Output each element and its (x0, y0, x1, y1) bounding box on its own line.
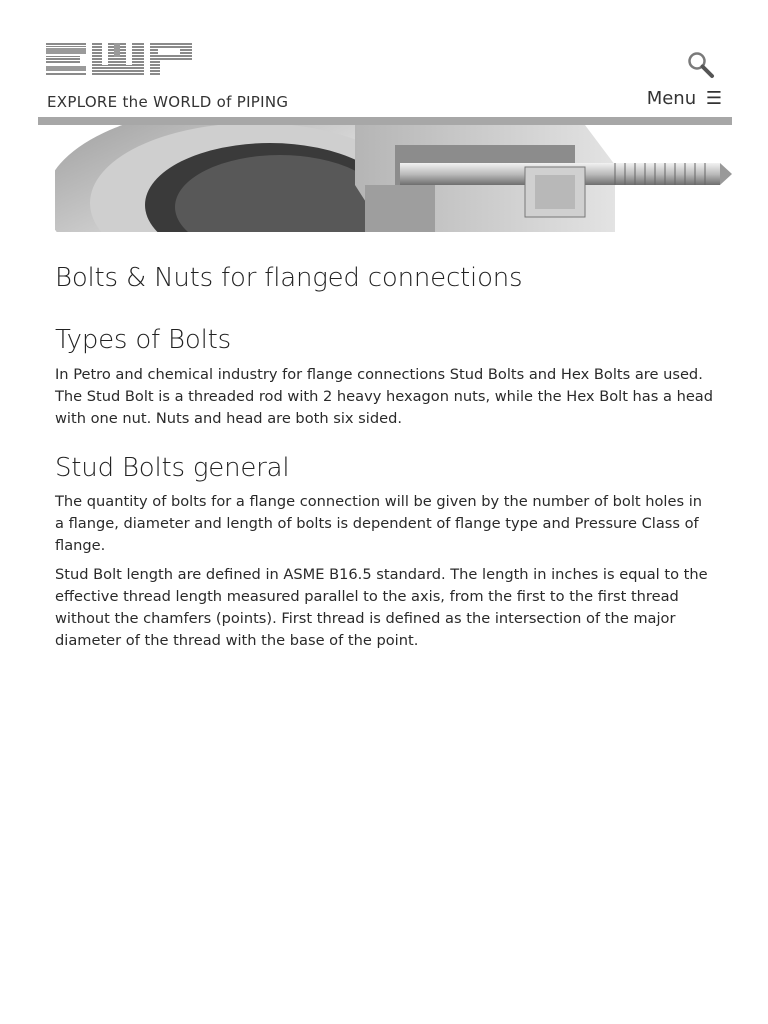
ewp-logo-icon[interactable] (46, 43, 192, 77)
header-divider (38, 117, 732, 125)
paragraph: The quantity of bolts for a flange connection will be given by the number of bolt holes in a flange, diameter and length of bolts is dependent of flange type and Pressure Class of flange. (55, 493, 703, 555)
article (55, 262, 713, 674)
site-tagline: EXPLORE the WORLD of PIPING (47, 93, 289, 111)
hamburger-icon: ☰ (705, 88, 722, 109)
page-title: Bolts & Nuts for flanged connections (55, 263, 523, 293)
section-heading: Stud Bolts general (55, 452, 290, 483)
section-stud-bolts-general (55, 452, 713, 653)
paragraph: Stud Bolt length are defined in ASME B16.5 standard. The length in inches is equal to the effective thread length measured parallel to the axis, from the first to the first thread without the chamfers (points). First thread is defined as the intersection of the major diameter of the thread with the base of the point. (55, 566, 708, 650)
site-header (38, 40, 732, 120)
menu-button[interactable] (647, 88, 722, 109)
paragraph: In Petro and chemical industry for flange connections Stud Bolts and Hex Bolts are used. The Stud Bolt is a threaded rod with 2 heavy hexagon nuts, while the Hex Bolt has a head with one nut. Nuts and head are both six sided. (55, 365, 714, 427)
hero-image (55, 125, 732, 232)
search-icon[interactable] (686, 50, 716, 80)
flange-stud-bolt-illustration (55, 125, 732, 232)
section-heading: Types of Bolts (55, 324, 231, 355)
section-types-of-bolts (55, 324, 713, 430)
menu-label: Menu (646, 88, 697, 109)
